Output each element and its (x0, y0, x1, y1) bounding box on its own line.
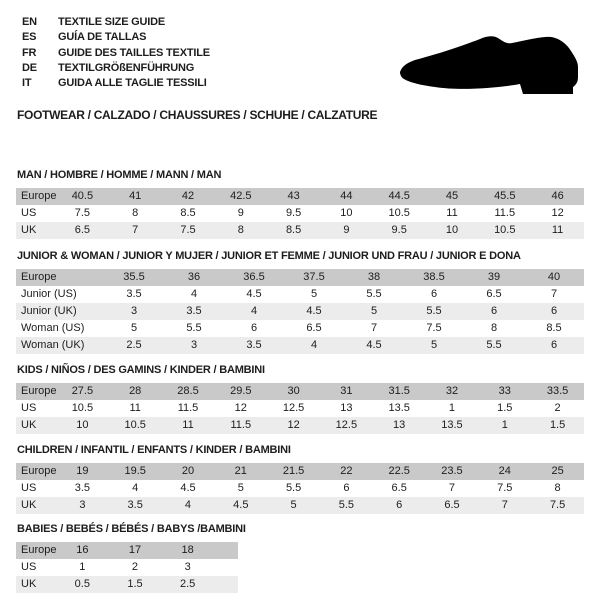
table-row (16, 559, 238, 576)
size-cell: 1 (426, 400, 479, 417)
size-cell: 16 (56, 542, 109, 559)
size-cell: 9 (320, 222, 373, 239)
size-table-kids (16, 383, 584, 434)
size-cell: 45 (426, 188, 479, 205)
size-cell: 25 (531, 463, 584, 480)
row-label: Europe (16, 542, 56, 559)
size-cell: 12 (267, 417, 320, 434)
size-cell: 1 (56, 559, 109, 576)
size-cell: 8 (214, 222, 267, 239)
size-cell: 10.5 (478, 222, 531, 239)
size-cell: 4.5 (224, 286, 284, 303)
size-cell: 3 (164, 337, 224, 354)
size-cell: 13 (373, 417, 426, 434)
size-cell: 19 (56, 463, 109, 480)
size-cell: 10.5 (56, 400, 109, 417)
size-cell: 41 (109, 188, 162, 205)
size-cell: 6.5 (426, 497, 479, 514)
section-title-children: CHILDREN / INFANTIL / ENFANTS / KINDER / BAMBINI (17, 444, 291, 456)
size-cell: 36 (164, 269, 224, 286)
table-row (16, 497, 584, 514)
size-cell: 8 (531, 480, 584, 497)
row-label: Junior (UK) (16, 303, 104, 320)
size-cell: 7 (524, 286, 584, 303)
section-title-junior: JUNIOR & WOMAN / JUNIOR Y MUJER / JUNIOR ET FEMME / JUNIOR UND FRAU / JUNIOR E DONA (17, 250, 521, 262)
table-row (16, 417, 584, 434)
size-cell: 5.5 (344, 286, 404, 303)
size-cell: 2.5 (104, 337, 164, 354)
size-cell: 32 (426, 383, 479, 400)
size-cell: 2 (109, 559, 162, 576)
size-cell: 0.5 (56, 576, 109, 593)
size-cell: 28.5 (162, 383, 215, 400)
size-cell: 18 (161, 542, 214, 559)
size-cell: 43 (267, 188, 320, 205)
section-title-man: MAN / HOMBRE / HOMME / MANN / MAN (17, 169, 222, 181)
size-table-children (16, 463, 584, 514)
size-cell: 7.5 (478, 480, 531, 497)
size-cell: 1.5 (109, 576, 162, 593)
size-cell: 10 (320, 205, 373, 222)
size-cell: 7.5 (404, 320, 464, 337)
size-cell: 5.5 (267, 480, 320, 497)
size-section-man (16, 169, 600, 239)
row-label: UK (16, 497, 56, 514)
size-cell: 6 (373, 497, 426, 514)
size-cell: 27.5 (56, 383, 109, 400)
spacer-cell (214, 576, 238, 593)
size-cell: 4 (164, 286, 224, 303)
size-table-junior (16, 269, 584, 354)
size-cell: 31 (320, 383, 373, 400)
size-cell: 39 (464, 269, 524, 286)
size-cell: 22.5 (373, 463, 426, 480)
table-row (16, 463, 584, 480)
size-cell: 46 (531, 188, 584, 205)
shoe-icon (400, 35, 578, 95)
size-cell: 5.5 (464, 337, 524, 354)
size-cell: 22 (320, 463, 373, 480)
size-cell: 12 (531, 205, 584, 222)
size-cell: 17 (109, 542, 162, 559)
size-cell: 11 (531, 222, 584, 239)
size-cell: 42 (162, 188, 215, 205)
row-label: Woman (UK) (16, 337, 104, 354)
size-table-babies (16, 542, 238, 593)
size-cell: 6.5 (464, 286, 524, 303)
language-header (22, 13, 210, 89)
size-cell: 2.5 (161, 576, 214, 593)
table-row (16, 222, 584, 239)
size-cell: 4.5 (344, 337, 404, 354)
size-cell: 13.5 (373, 400, 426, 417)
size-cell: 19.5 (109, 463, 162, 480)
table-row (16, 542, 238, 559)
size-cell: 8.5 (162, 205, 215, 222)
size-cell: 10.5 (373, 205, 426, 222)
language-code: ES (22, 31, 37, 44)
table-row (16, 269, 584, 286)
language-row-es (22, 28, 210, 43)
size-section-babies (16, 523, 600, 593)
table-row (16, 383, 584, 400)
language-row-en (22, 13, 210, 28)
size-cell: 38.5 (404, 269, 464, 286)
size-cell: 3.5 (224, 337, 284, 354)
row-label: Europe (16, 463, 56, 480)
size-cell: 4.5 (214, 497, 267, 514)
size-cell: 5 (404, 337, 464, 354)
size-cell: 7 (478, 497, 531, 514)
size-section-junior (16, 250, 600, 354)
size-cell: 12.5 (267, 400, 320, 417)
language-code: FR (22, 46, 37, 59)
size-cell: 5 (344, 303, 404, 320)
size-cell: 29.5 (214, 383, 267, 400)
language-code: DE (22, 61, 37, 74)
size-cell: 8 (464, 320, 524, 337)
size-cell: 37.5 (284, 269, 344, 286)
size-cell: 6 (464, 303, 524, 320)
size-cell: 8.5 (524, 320, 584, 337)
table-row (16, 286, 584, 303)
size-cell: 4.5 (284, 303, 344, 320)
size-cell: 42.5 (214, 188, 267, 205)
language-label: TEXTILE SIZE GUIDE (58, 16, 166, 28)
size-cell: 10 (426, 222, 479, 239)
size-cell: 6 (524, 337, 584, 354)
size-cell: 5 (267, 497, 320, 514)
size-cell: 11 (109, 400, 162, 417)
size-cell: 21 (214, 463, 267, 480)
size-cell: 1.5 (531, 417, 584, 434)
language-code: IT (22, 77, 32, 90)
row-label: UK (16, 222, 56, 239)
size-cell: 24 (478, 463, 531, 480)
size-cell: 45.5 (478, 188, 531, 205)
size-cell: 33.5 (531, 383, 584, 400)
size-cell: 9.5 (373, 222, 426, 239)
language-label: TEXTILGRÖßENFÜHRUNG (58, 61, 195, 74)
size-cell: 35.5 (104, 269, 164, 286)
size-section-children (16, 444, 600, 514)
size-cell: 30 (267, 383, 320, 400)
size-cell: 4 (284, 337, 344, 354)
size-cell: 33 (478, 383, 531, 400)
size-cell: 3.5 (104, 286, 164, 303)
size-cell: 13.5 (426, 417, 479, 434)
language-row-it (22, 74, 210, 89)
size-cell: 10 (56, 417, 109, 434)
table-row (16, 400, 584, 417)
row-label: Europe (16, 269, 104, 286)
size-cell: 6 (404, 286, 464, 303)
size-cell: 8.5 (267, 222, 320, 239)
table-row (16, 205, 584, 222)
size-cell: 7 (426, 480, 479, 497)
table-row (16, 188, 584, 205)
size-cell: 3.5 (109, 497, 162, 514)
category-title: FOOTWEAR / CALZADO / CHAUSSURES / SCHUHE / CALZATURE (17, 108, 378, 122)
language-row-fr (22, 44, 210, 59)
row-label: US (16, 205, 56, 222)
size-cell: 40.5 (56, 188, 109, 205)
size-cell: 1.5 (478, 400, 531, 417)
size-table-man (16, 188, 584, 239)
size-cell: 36.5 (224, 269, 284, 286)
size-cell: 13 (320, 400, 373, 417)
table-row (16, 303, 584, 320)
size-cell: 28 (109, 383, 162, 400)
size-cell: 6 (320, 480, 373, 497)
size-cell: 21.5 (267, 463, 320, 480)
spacer-cell (214, 559, 238, 576)
language-label: GUÍA DE TALLAS (58, 31, 147, 44)
row-label: Junior (US) (16, 286, 104, 303)
size-cell: 4 (109, 480, 162, 497)
table-row (16, 576, 238, 593)
size-cell: 6.5 (284, 320, 344, 337)
size-cell: 38 (344, 269, 404, 286)
size-cell: 3.5 (164, 303, 224, 320)
size-cell: 4.5 (162, 480, 215, 497)
size-cell: 23.5 (426, 463, 479, 480)
row-label: US (16, 480, 56, 497)
section-title-babies: BABIES / BEBÉS / BÉBÉS / BABYS /BAMBINI (17, 523, 246, 535)
size-cell: 7 (109, 222, 162, 239)
size-cell: 7.5 (531, 497, 584, 514)
size-cell: 4 (162, 497, 215, 514)
size-cell: 10.5 (109, 417, 162, 434)
size-cell: 7.5 (162, 222, 215, 239)
language-code: EN (22, 16, 37, 28)
size-cell: 5.5 (320, 497, 373, 514)
size-cell: 9.5 (267, 205, 320, 222)
size-cell: 2 (531, 400, 584, 417)
row-label: UK (16, 417, 56, 434)
size-cell: 11 (426, 205, 479, 222)
size-cell: 7 (344, 320, 404, 337)
section-title-kids: KIDS / NIÑOS / DES GAMINS / KINDER / BAMBINI (17, 364, 265, 376)
size-cell: 4 (224, 303, 284, 320)
language-row-de (22, 59, 210, 74)
row-label: UK (16, 576, 56, 593)
size-cell: 5.5 (164, 320, 224, 337)
size-cell: 40 (524, 269, 584, 286)
row-label: Woman (US) (16, 320, 104, 337)
size-cell: 31.5 (373, 383, 426, 400)
table-row (16, 337, 584, 354)
size-cell: 6.5 (56, 222, 109, 239)
size-cell: 5 (284, 286, 344, 303)
language-label: GUIDE DES TAILLES TEXTILE (58, 46, 210, 59)
size-cell: 8 (109, 205, 162, 222)
language-label: GUIDA ALLE TAGLIE TESSILI (58, 77, 207, 90)
size-cell: 1 (478, 417, 531, 434)
size-cell: 5 (104, 320, 164, 337)
row-label: Europe (16, 383, 56, 400)
size-cell: 6 (224, 320, 284, 337)
row-label: Europe (16, 188, 56, 205)
size-cell: 7.5 (56, 205, 109, 222)
size-cell: 3 (104, 303, 164, 320)
size-cell: 6.5 (373, 480, 426, 497)
row-label: US (16, 559, 56, 576)
size-cell: 6 (524, 303, 584, 320)
table-row (16, 480, 584, 497)
size-section-kids (16, 364, 600, 434)
size-cell: 5.5 (404, 303, 464, 320)
spacer-cell (214, 542, 238, 559)
size-cell: 44 (320, 188, 373, 205)
size-cell: 11.5 (162, 400, 215, 417)
size-cell: 12.5 (320, 417, 373, 434)
table-row (16, 320, 584, 337)
size-cell: 44.5 (373, 188, 426, 205)
row-label: US (16, 400, 56, 417)
size-cell: 20 (162, 463, 215, 480)
size-cell: 11.5 (214, 417, 267, 434)
size-cell: 12 (214, 400, 267, 417)
size-cell: 11.5 (478, 205, 531, 222)
size-cell: 3.5 (56, 480, 109, 497)
size-cell: 9 (214, 205, 267, 222)
size-cell: 5 (214, 480, 267, 497)
size-cell: 3 (56, 497, 109, 514)
size-cell: 11 (162, 417, 215, 434)
size-cell: 3 (161, 559, 214, 576)
